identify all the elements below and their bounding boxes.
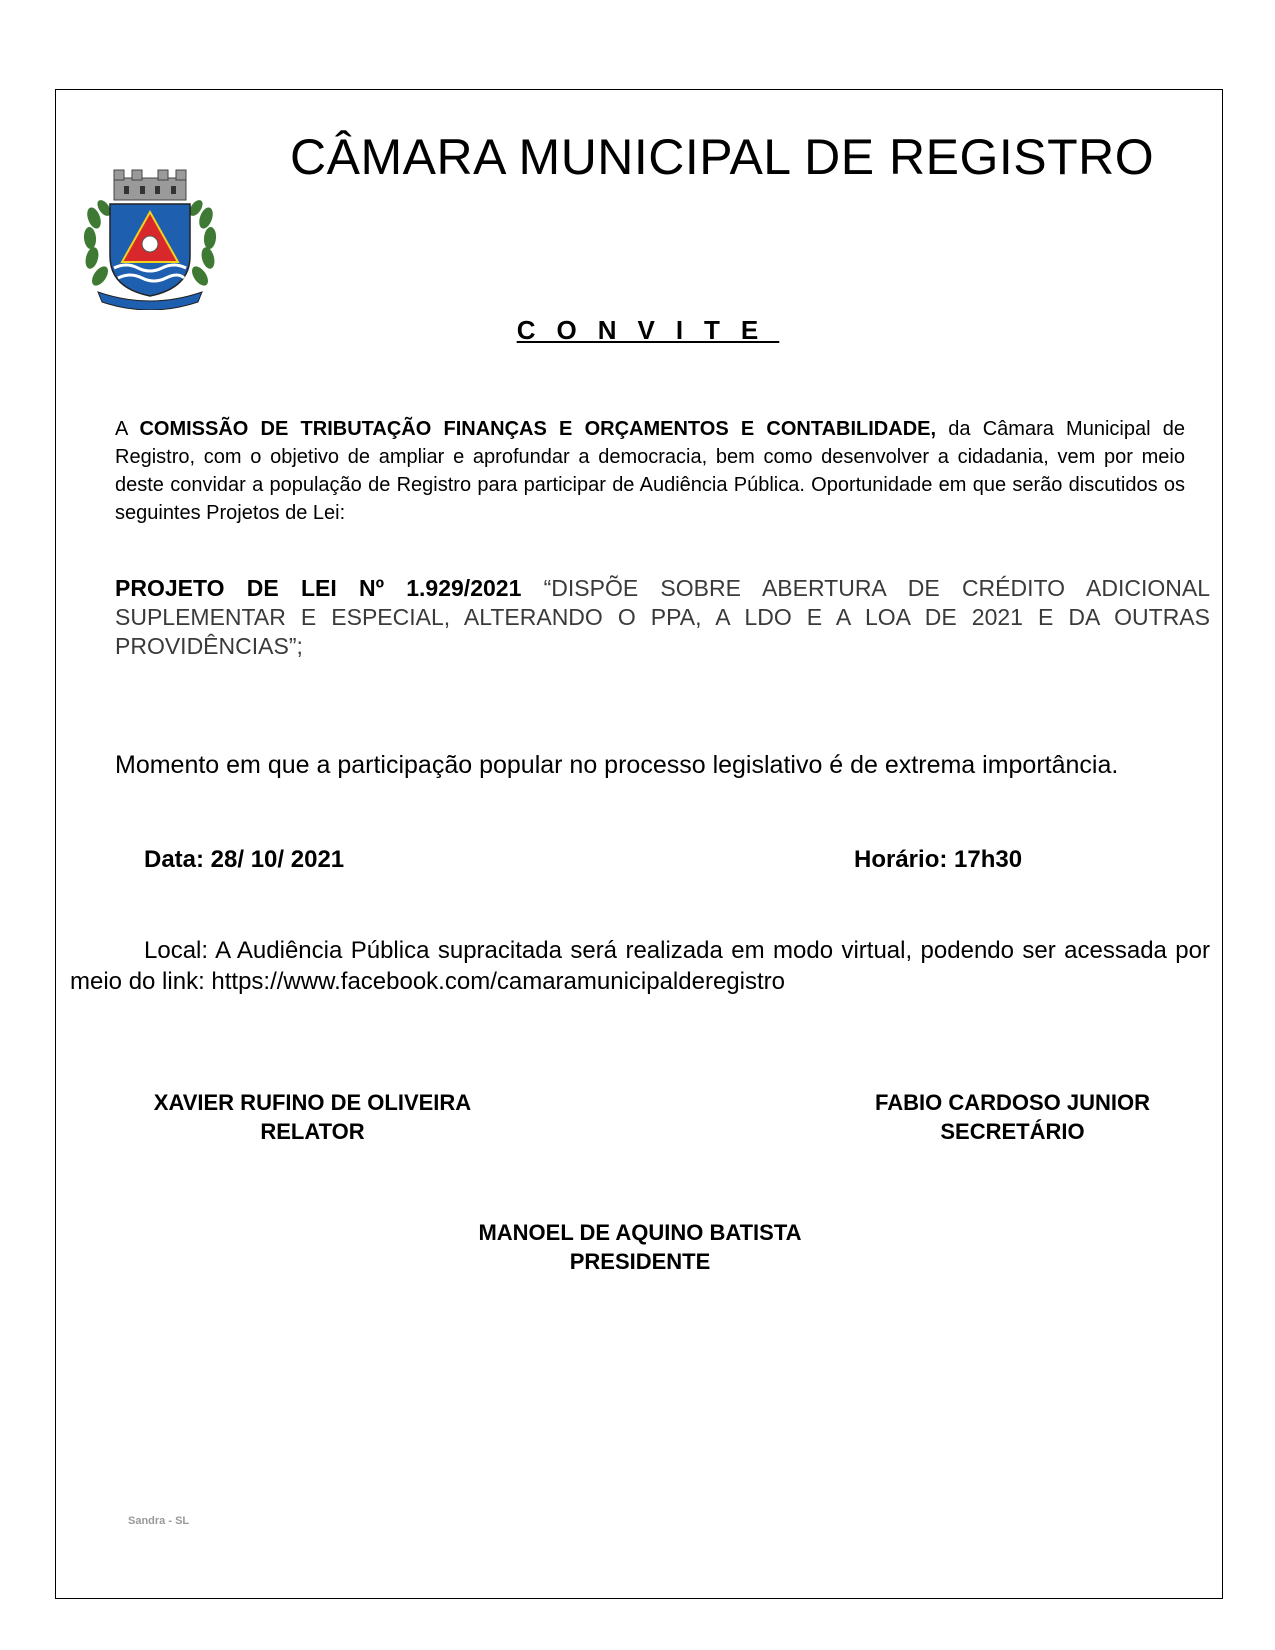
signer-role: PRESIDENTE [569,1249,711,1274]
municipal-coat-of-arms-icon [80,168,220,310]
importance-statement: Momento em que a participação popular no processo legislativo é de extrema importância. [115,751,1119,779]
bill-number: PROJETO DE LEI Nº 1.929/2021 [115,575,522,601]
committee-name: COMISSÃO DE TRIBUTAÇÃO FINANÇAS E ORÇAMENTOS E CONTABILIDADE, [139,418,937,440]
signature-presidente [440,1218,840,1276]
bill-paragraph [115,574,1210,661]
event-date: Data: 28/ 10/ 2021 [144,846,345,873]
signature-relator [120,1088,505,1146]
location-paragraph [70,935,1210,997]
signer-name: FABIO CARDOSO JUNIOR [874,1090,1151,1115]
invitation-heading: CONVITE [516,315,780,345]
signature-secretario [850,1088,1175,1146]
event-time: Horário: 17h30 [854,846,1023,873]
location-text: Local: A Audiência Pública supracitada será realizada em modo virtual, podendo ser acessada por meio do link: https://www.facebook.com/camaramunicipalderegistro [70,937,1210,995]
intro-text: da Câmara Municipal de Registro, com o objetivo de ampliar e aprofundar a democracia, bem como desenvolver a cidadania, vem por meio deste convidar a população de Registro para participar de Audiência Pública. Oportunidade em que serão discutidos os seguintes Projetos de Lei: [115,418,1185,524]
signer-role: RELATOR [260,1119,365,1144]
signer-name: XAVIER RUFINO DE OLIVEIRA [153,1090,472,1115]
page-title: CÂMARA MUNICIPAL DE REGISTRO [290,129,1155,185]
signer-name: MANOEL DE AQUINO BATISTA [478,1220,802,1245]
bill-description: “DISPÕE SOBRE ABERTURA DE CRÉDITO ADICIONAL SUPLEMENTAR E ESPECIAL, ALTERANDO O PPA, A LDO E A LOA DE 2021 E DA OUTRAS PROVIDÊNCIAS”; [115,575,1210,659]
intro-prefix: A [115,418,140,440]
author-initials: Sandra - SL [128,1515,190,1527]
intro-paragraph [115,415,1185,527]
signer-role: SECRETÁRIO [940,1119,1085,1144]
